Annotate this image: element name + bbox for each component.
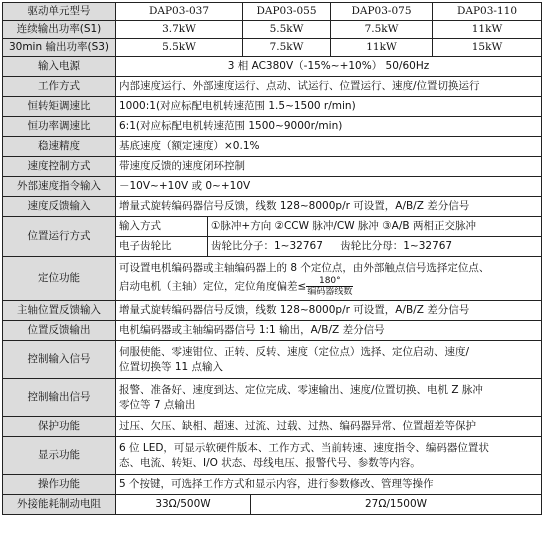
value-control-output (116, 379, 542, 417)
label-speed-control: 速度控制方式 (3, 157, 116, 177)
display-line-2: 态、电流、转矩、I/O 状态、母线电压、报警代号、参数等内容。 (119, 456, 421, 469)
power-s3-110: 15kW (433, 39, 542, 57)
row-ext-speed-input (3, 177, 542, 197)
label-gear-ratio: 电子齿轮比 (116, 237, 208, 257)
label-model: 驱动单元型号 (3, 3, 116, 21)
row-display (3, 437, 542, 475)
row-speed-precision (3, 137, 542, 157)
label-position-mode: 位置运行方式 (3, 217, 116, 257)
value-input-method: ①脉冲+方向 ②CCW 脉冲/CW 脉冲 ③A/B 两相正交脉冲 (208, 217, 542, 237)
control-input-line-1: 伺服使能、零速钳位、正转、反转、速度（定位点）选择、定位启动、速度/ (119, 345, 470, 358)
row-brake-resistor (3, 495, 542, 515)
label-work-mode: 工作方式 (3, 77, 116, 97)
value-spindle-feedback: 增量式旋转编码器信号反馈，线数 128~8000p/r 可设置，A/B/Z 差分信号 (116, 301, 542, 321)
power-s1-110: 11kW (433, 21, 542, 39)
value-work-mode: 内部速度运行、外部速度运行、点动、试运行、位置运行、速度/位置切换运行 (116, 77, 542, 97)
row-power-s1 (3, 21, 542, 39)
value-protection: 过压、欠压、缺相、超速、过流、过载、过热、编码器异常、位置超差等保护 (116, 417, 542, 437)
row-control-input (3, 341, 542, 379)
positioning-line-2-text: 启动电机（主轴）定位，定位角度偏差≤ (119, 280, 307, 292)
row-model (3, 3, 542, 21)
gear-denominator: 齿轮比分母：1~32767 (340, 240, 453, 252)
label-brake-resistor: 外接能耗制动电阻 (3, 495, 116, 515)
power-s3-075: 11kW (331, 39, 433, 57)
power-s3-055: 7.5kW (243, 39, 331, 57)
positioning-line-2 (119, 276, 538, 297)
control-output-line-2: 零位等 7 点输出 (119, 398, 196, 411)
row-speed-control (3, 157, 542, 177)
label-control-output: 控制输出信号 (3, 379, 116, 417)
power-s1-037: 3.7kW (116, 21, 243, 39)
row-positioning (3, 257, 542, 301)
row-speed-feedback (3, 197, 542, 217)
label-positioning: 定位功能 (3, 257, 116, 301)
row-power-s3 (3, 39, 542, 57)
value-speed-feedback: 增量式旋转编码器信号反馈，线数 128~8000p/r 可设置，A/B/Z 差分信号 (116, 197, 542, 217)
row-spindle-feedback (3, 301, 542, 321)
control-input-line-2: 位置切换等 11 点输入 (119, 360, 224, 373)
value-positioning (116, 257, 542, 301)
label-operation: 操作功能 (3, 475, 116, 495)
row-input-power (3, 57, 542, 77)
value-const-torque-ratio: 6:1(对应标配电机转速范围 1500~9000r/min) (116, 117, 542, 137)
label-const-power-ratio: 恒转矩调速比 (3, 97, 116, 117)
label-speed-feedback: 速度反馈输入 (3, 197, 116, 217)
row-const-torque-ratio (3, 117, 542, 137)
value-input-power: 3 相 AC380V（-15%~+10%） 50/60Hz (116, 57, 542, 77)
value-position-output: 电机编码器或主轴编码器信号 1:1 输出，A/B/Z 差分信号 (116, 321, 542, 341)
label-control-input: 控制输入信号 (3, 341, 116, 379)
value-display (116, 437, 542, 475)
label-protection: 保护功能 (3, 417, 116, 437)
row-operation (3, 475, 542, 495)
label-power-s3: 30min 输出功率(S3) (3, 39, 116, 57)
spec-sheet (2, 2, 541, 550)
label-spindle-feedback: 主轴位置反馈输入 (3, 301, 116, 321)
control-output-line-1: 报警、准备好、速度到达、定位完成、零速输出、速度/位置切换、电机 Z 脉冲 (119, 383, 483, 396)
positioning-line-1: 可设置电机编码器或主轴编码器上的 8 个定位点，由外部触点信号选择定位点、 (119, 261, 490, 274)
row-protection (3, 417, 542, 437)
value-brake-resistor-small: 33Ω/500W (116, 495, 251, 515)
value-const-power-ratio: 1000:1(对应标配电机转速范围 1.5~1500 r/min) (116, 97, 542, 117)
value-control-input (116, 341, 542, 379)
power-s3-037: 5.5kW (116, 39, 243, 57)
label-display: 显示功能 (3, 437, 116, 475)
value-brake-resistor-large: 27Ω/1500W (251, 495, 542, 515)
label-position-output: 位置反馈输出 (3, 321, 116, 341)
value-operation: 5 个按键，可选择工作方式和显示内容，进行参数修改、管理等操作 (116, 475, 542, 495)
display-line-1: 6 位 LED，可显示软硬件版本、工作方式、当前转速、速度指令、编码器位置状 (119, 441, 489, 454)
label-power-s1: 连续输出功率(S1) (3, 21, 116, 39)
power-s1-055: 5.5kW (243, 21, 331, 39)
model-055: DAP03-055 (243, 3, 331, 21)
label-ext-speed-input: 外部速度指令输入 (3, 177, 116, 197)
row-const-power-ratio (3, 97, 542, 117)
value-speed-control: 带速度反馈的速度闭环控制 (116, 157, 542, 177)
label-input-power: 输入电源 (3, 57, 116, 77)
gear-numerator: 齿轮比分子：1~32767 (211, 240, 323, 252)
model-037: DAP03-037 (116, 3, 243, 21)
label-input-method: 输入方式 (116, 217, 208, 237)
label-const-torque-ratio: 恒功率调速比 (3, 117, 116, 137)
row-position-output (3, 321, 542, 341)
row-control-output (3, 379, 542, 417)
row-work-mode (3, 77, 542, 97)
spec-table (2, 2, 542, 515)
label-speed-precision: 稳速精度 (3, 137, 116, 157)
value-ext-speed-input: －10V~+10V 或 0~+10V (116, 177, 542, 197)
row-position-mode-input (3, 217, 542, 237)
model-075: DAP03-075 (331, 3, 433, 21)
fraction-numerator: 180° (306, 276, 353, 287)
value-speed-precision: 基底速度（额定速度）×0.1% (116, 137, 542, 157)
value-gear-ratio (208, 237, 542, 257)
fraction-denominator: 编码器线数 (307, 286, 353, 297)
model-110: DAP03-110 (433, 3, 542, 21)
angle-fraction (306, 276, 353, 297)
power-s1-075: 7.5kW (331, 21, 433, 39)
